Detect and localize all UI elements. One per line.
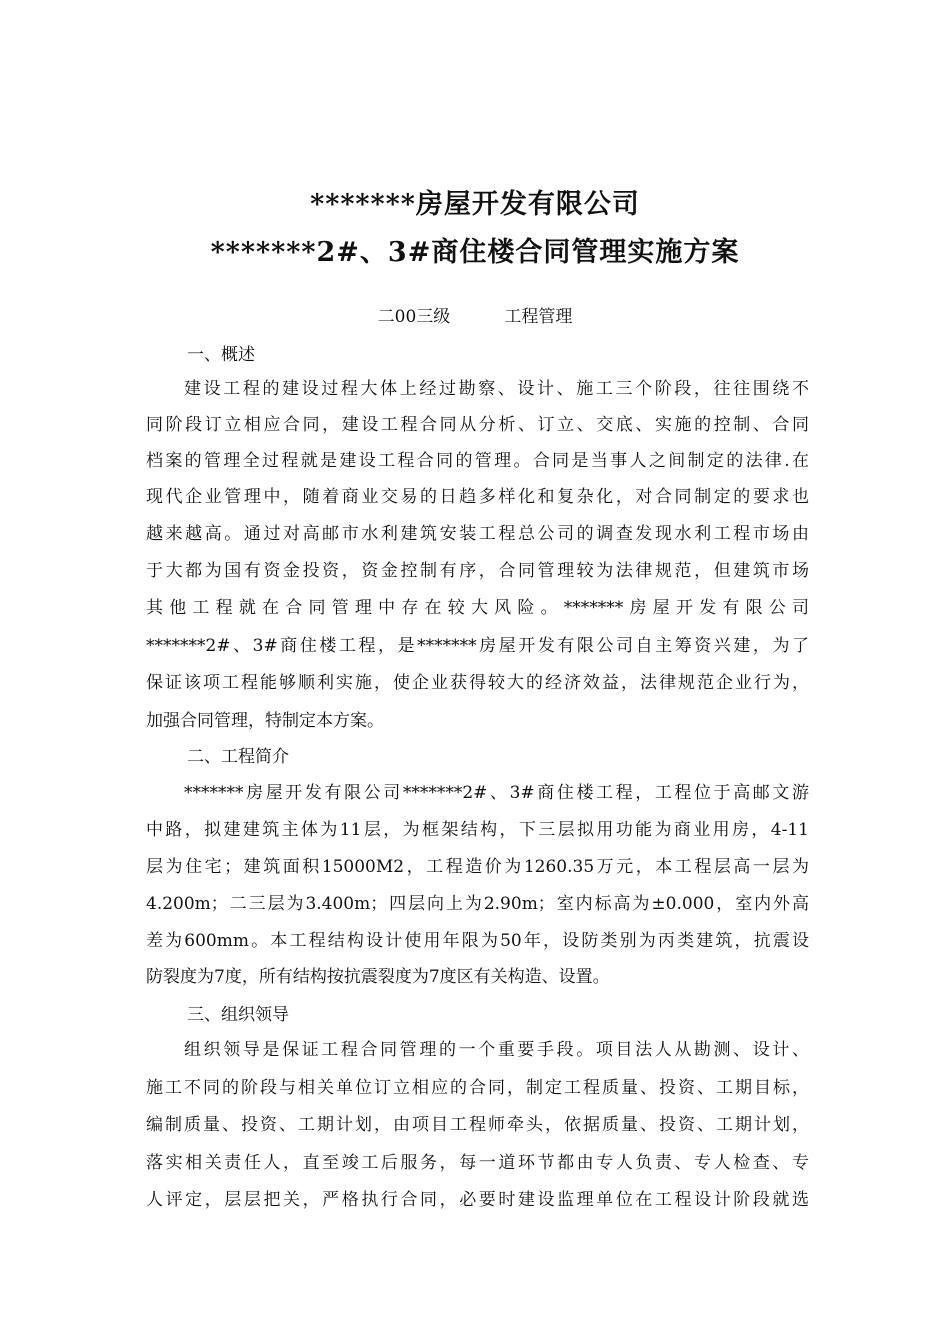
section-heading-overview: 一、概述	[187, 345, 255, 365]
document-subline: 二00三级 工程管理	[377, 307, 573, 327]
paragraph-line: 防裂度为7度，所有结构按抗震裂度为7度区有关构造、设置。	[146, 967, 610, 987]
paragraph-line: 落实相关责任人，直至竣工后服务，每一道环节都由专人负责、专人检查、专	[146, 1153, 809, 1173]
document-title: *******2#、3#商住楼合同管理实施方案	[210, 237, 740, 268]
paragraph-line: 组织领导是保证工程合同管理的一个重要手段。项目法人从勘测、设计、	[184, 1040, 809, 1060]
paragraph-line: 越来越高。通过对高邮市水利建筑安装工程总公司的调查发现水利工程市场由	[146, 524, 809, 544]
paragraph-line: 编制质量、投资、工期计划，由项目工程师牵头，依据质量、投资、工期计划，	[146, 1115, 809, 1135]
section-heading-organization: 三、组织领导	[187, 1005, 289, 1025]
paragraph-line: 现代企业管理中，随着商业交易的日趋多样化和复杂化，对合同制定的要求也	[146, 487, 809, 507]
paragraph-line: 差为600mm。本工程结构设计使用年限为50年，设防类别为丙类建筑，抗震设	[146, 931, 809, 951]
section-heading-project-intro: 二、工程简介	[187, 747, 289, 767]
company-title: *******房屋开发有限公司	[310, 189, 640, 220]
paragraph-line: 建设工程的建设过程大体上经过勘察、设计、施工三个阶段，往往围绕不	[184, 379, 809, 399]
paragraph-line: 人评定，层层把关，严格执行合同，必要时建设监理单位在工程设计阶段就选	[146, 1190, 809, 1210]
paragraph-line: 保证该项工程能够顺利实施，使企业获得较大的经济效益，法律规范企业行为，	[146, 673, 809, 693]
paragraph-line: *******2#、3#商住楼工程，是*******房屋开发有限公司自主筹资兴建，为了	[146, 636, 809, 656]
paragraph-line: 其他工程就在合同管理中存在较大风险。*******房屋开发有限公司	[146, 598, 809, 618]
paragraph-line: *******房屋开发有限公司*******2#、3#商住楼工程，工程位于高邮文游	[184, 783, 809, 803]
paragraph-line: 层为住宅；建筑面积15000M2，工程造价为1260.35万元，本工程层高一层为	[146, 857, 809, 877]
paragraph-line: 4.200m；二三层为3.400m；四层向上为2.90m；室内标高为±0.000，室内外高	[146, 894, 809, 914]
paragraph-line: 中路，拟建建筑主体为11层，为框架结构，下三层拟用功能为商业用房，4-11	[146, 820, 809, 840]
paragraph-line: 施工不同的阶段与相关单位订立相应的合同，制定工程质量、投资、工期目标，	[146, 1078, 809, 1098]
paragraph-line: 档案的管理全过程就是建设工程合同的管理。合同是当事人之间制定的法律.在	[146, 451, 809, 471]
paragraph-line: 于大都为国有资金投资，资金控制有序，合同管理较为法律规范，但建筑市场	[146, 561, 809, 581]
paragraph-line: 加强合同管理，特制定本方案。	[146, 711, 384, 731]
paragraph-line: 同阶段订立相应合同，建设工程合同从分析、订立、交底、实施的控制、合同	[146, 415, 809, 435]
